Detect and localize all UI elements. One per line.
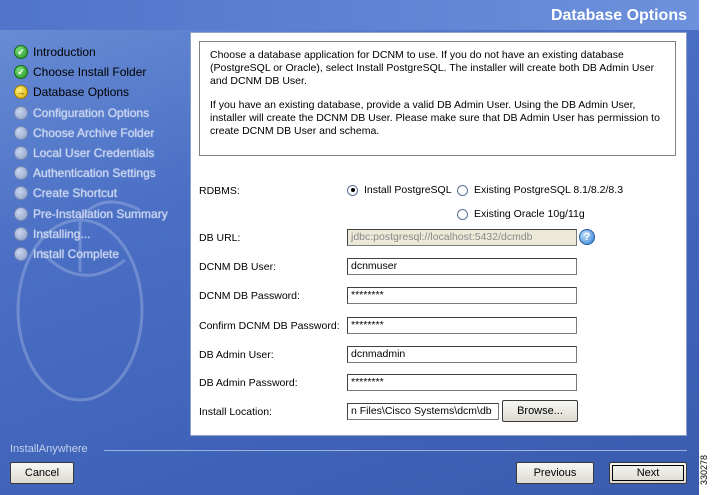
page-title: Database Options — [550, 7, 687, 24]
confirm-password-field[interactable]: ******** — [347, 317, 577, 334]
radio-label: Existing PostgreSQL 8.1/8.2/8.3 — [474, 184, 624, 196]
circle-icon — [14, 126, 28, 140]
step-installing — [14, 224, 190, 244]
step-introduction — [14, 42, 190, 62]
radio-checked-icon — [347, 185, 358, 196]
step-install-complete — [14, 244, 190, 264]
admin-user-field[interactable]: dcnmadmin — [347, 346, 577, 363]
step-pre-installation-summary — [14, 204, 190, 224]
db-url-field[interactable]: jdbc:postgresql://localhost:5432/dcmdb — [347, 229, 577, 246]
check-icon: ✓ — [14, 65, 28, 79]
main-panel — [190, 32, 687, 436]
confirm-password-label: Confirm DCNM DB Password: — [199, 320, 340, 332]
radio-existing-oracle[interactable] — [457, 208, 585, 220]
step-label: Authentication Settings — [33, 166, 156, 181]
step-label: Create Shortcut — [33, 186, 118, 201]
install-location-label: Install Location: — [199, 406, 272, 418]
brand-label: InstallAnywhere — [10, 443, 88, 455]
circle-icon — [14, 186, 28, 200]
step-choose-archive-folder — [14, 123, 190, 143]
circle-icon — [14, 207, 28, 221]
step-label: Choose Archive Folder — [33, 125, 155, 140]
step-label: Choose Install Folder — [33, 65, 147, 80]
arrow-right-icon: → — [14, 85, 28, 99]
step-database-options — [14, 82, 190, 102]
db-url-label: DB URL: — [199, 232, 241, 244]
dcnm-password-label: DCNM DB Password: — [199, 290, 300, 302]
header-band — [0, 0, 699, 30]
circle-icon — [14, 227, 28, 241]
info-text-box — [199, 41, 676, 156]
footer-divider — [104, 450, 687, 451]
step-label: Installing... — [33, 226, 91, 241]
step-label: Configuration Options — [33, 105, 150, 120]
admin-password-field[interactable]: ******** — [347, 374, 577, 391]
radio-label: Existing Oracle 10g/11g — [474, 208, 585, 220]
step-choose-install-folder — [14, 62, 190, 82]
check-icon: ✓ — [14, 45, 28, 59]
circle-icon — [14, 106, 28, 120]
radio-unchecked-icon — [457, 185, 468, 196]
step-label: Install Complete — [33, 246, 120, 261]
radio-unchecked-icon — [457, 209, 468, 220]
step-local-user-credentials — [14, 143, 190, 163]
step-create-shortcut — [14, 183, 190, 203]
step-authentication-settings — [14, 163, 190, 183]
radio-existing-postgresql[interactable] — [457, 184, 623, 196]
admin-user-label: DB Admin User: — [199, 349, 274, 361]
step-label: Pre-Installation Summary — [33, 206, 168, 221]
circle-icon — [14, 166, 28, 180]
install-location-field[interactable]: n Files\Cisco Systems\dcm\db — [347, 403, 499, 420]
cancel-button[interactable]: Cancel — [10, 462, 74, 484]
radio-install-postgresql[interactable] — [347, 184, 452, 196]
step-label: Local User Credentials — [33, 146, 155, 161]
browse-button[interactable]: Browse... — [502, 400, 578, 422]
info-paragraph-1: Choose a database application for DCNM to use. If you do not have an existing database (PostgreSQL or Oracle), select Install PostgreSQL. The installer will create both DB Admin User and DCNM DB User. — [210, 49, 655, 87]
next-button[interactable]: Next — [609, 462, 687, 484]
dcnm-user-field[interactable]: dcnmuser — [347, 258, 577, 275]
help-icon[interactable]: ? — [579, 229, 595, 245]
admin-password-label: DB Admin Password: — [199, 377, 298, 389]
dcnm-password-field[interactable]: ******** — [347, 287, 577, 304]
dcnm-user-label: DCNM DB User: — [199, 261, 277, 273]
steps-list — [14, 42, 190, 264]
step-label: Database Options — [33, 85, 130, 100]
step-configuration-options — [14, 103, 190, 123]
circle-icon — [14, 146, 28, 160]
previous-button[interactable]: Previous — [516, 462, 594, 484]
figure-id: 330278 — [699, 454, 709, 486]
circle-icon — [14, 247, 28, 261]
rdbms-label: RDBMS: — [199, 185, 240, 197]
step-label: Introduction — [33, 45, 96, 60]
info-paragraph-2: If you have an existing database, provide a valid DB Admin User. Using the DB Admin User, installer will create the DCNM DB User. Please make sure that DB Admin User has permission to create DCNM DB User and schema. — [210, 99, 660, 137]
radio-label: Install PostgreSQL — [364, 184, 452, 196]
